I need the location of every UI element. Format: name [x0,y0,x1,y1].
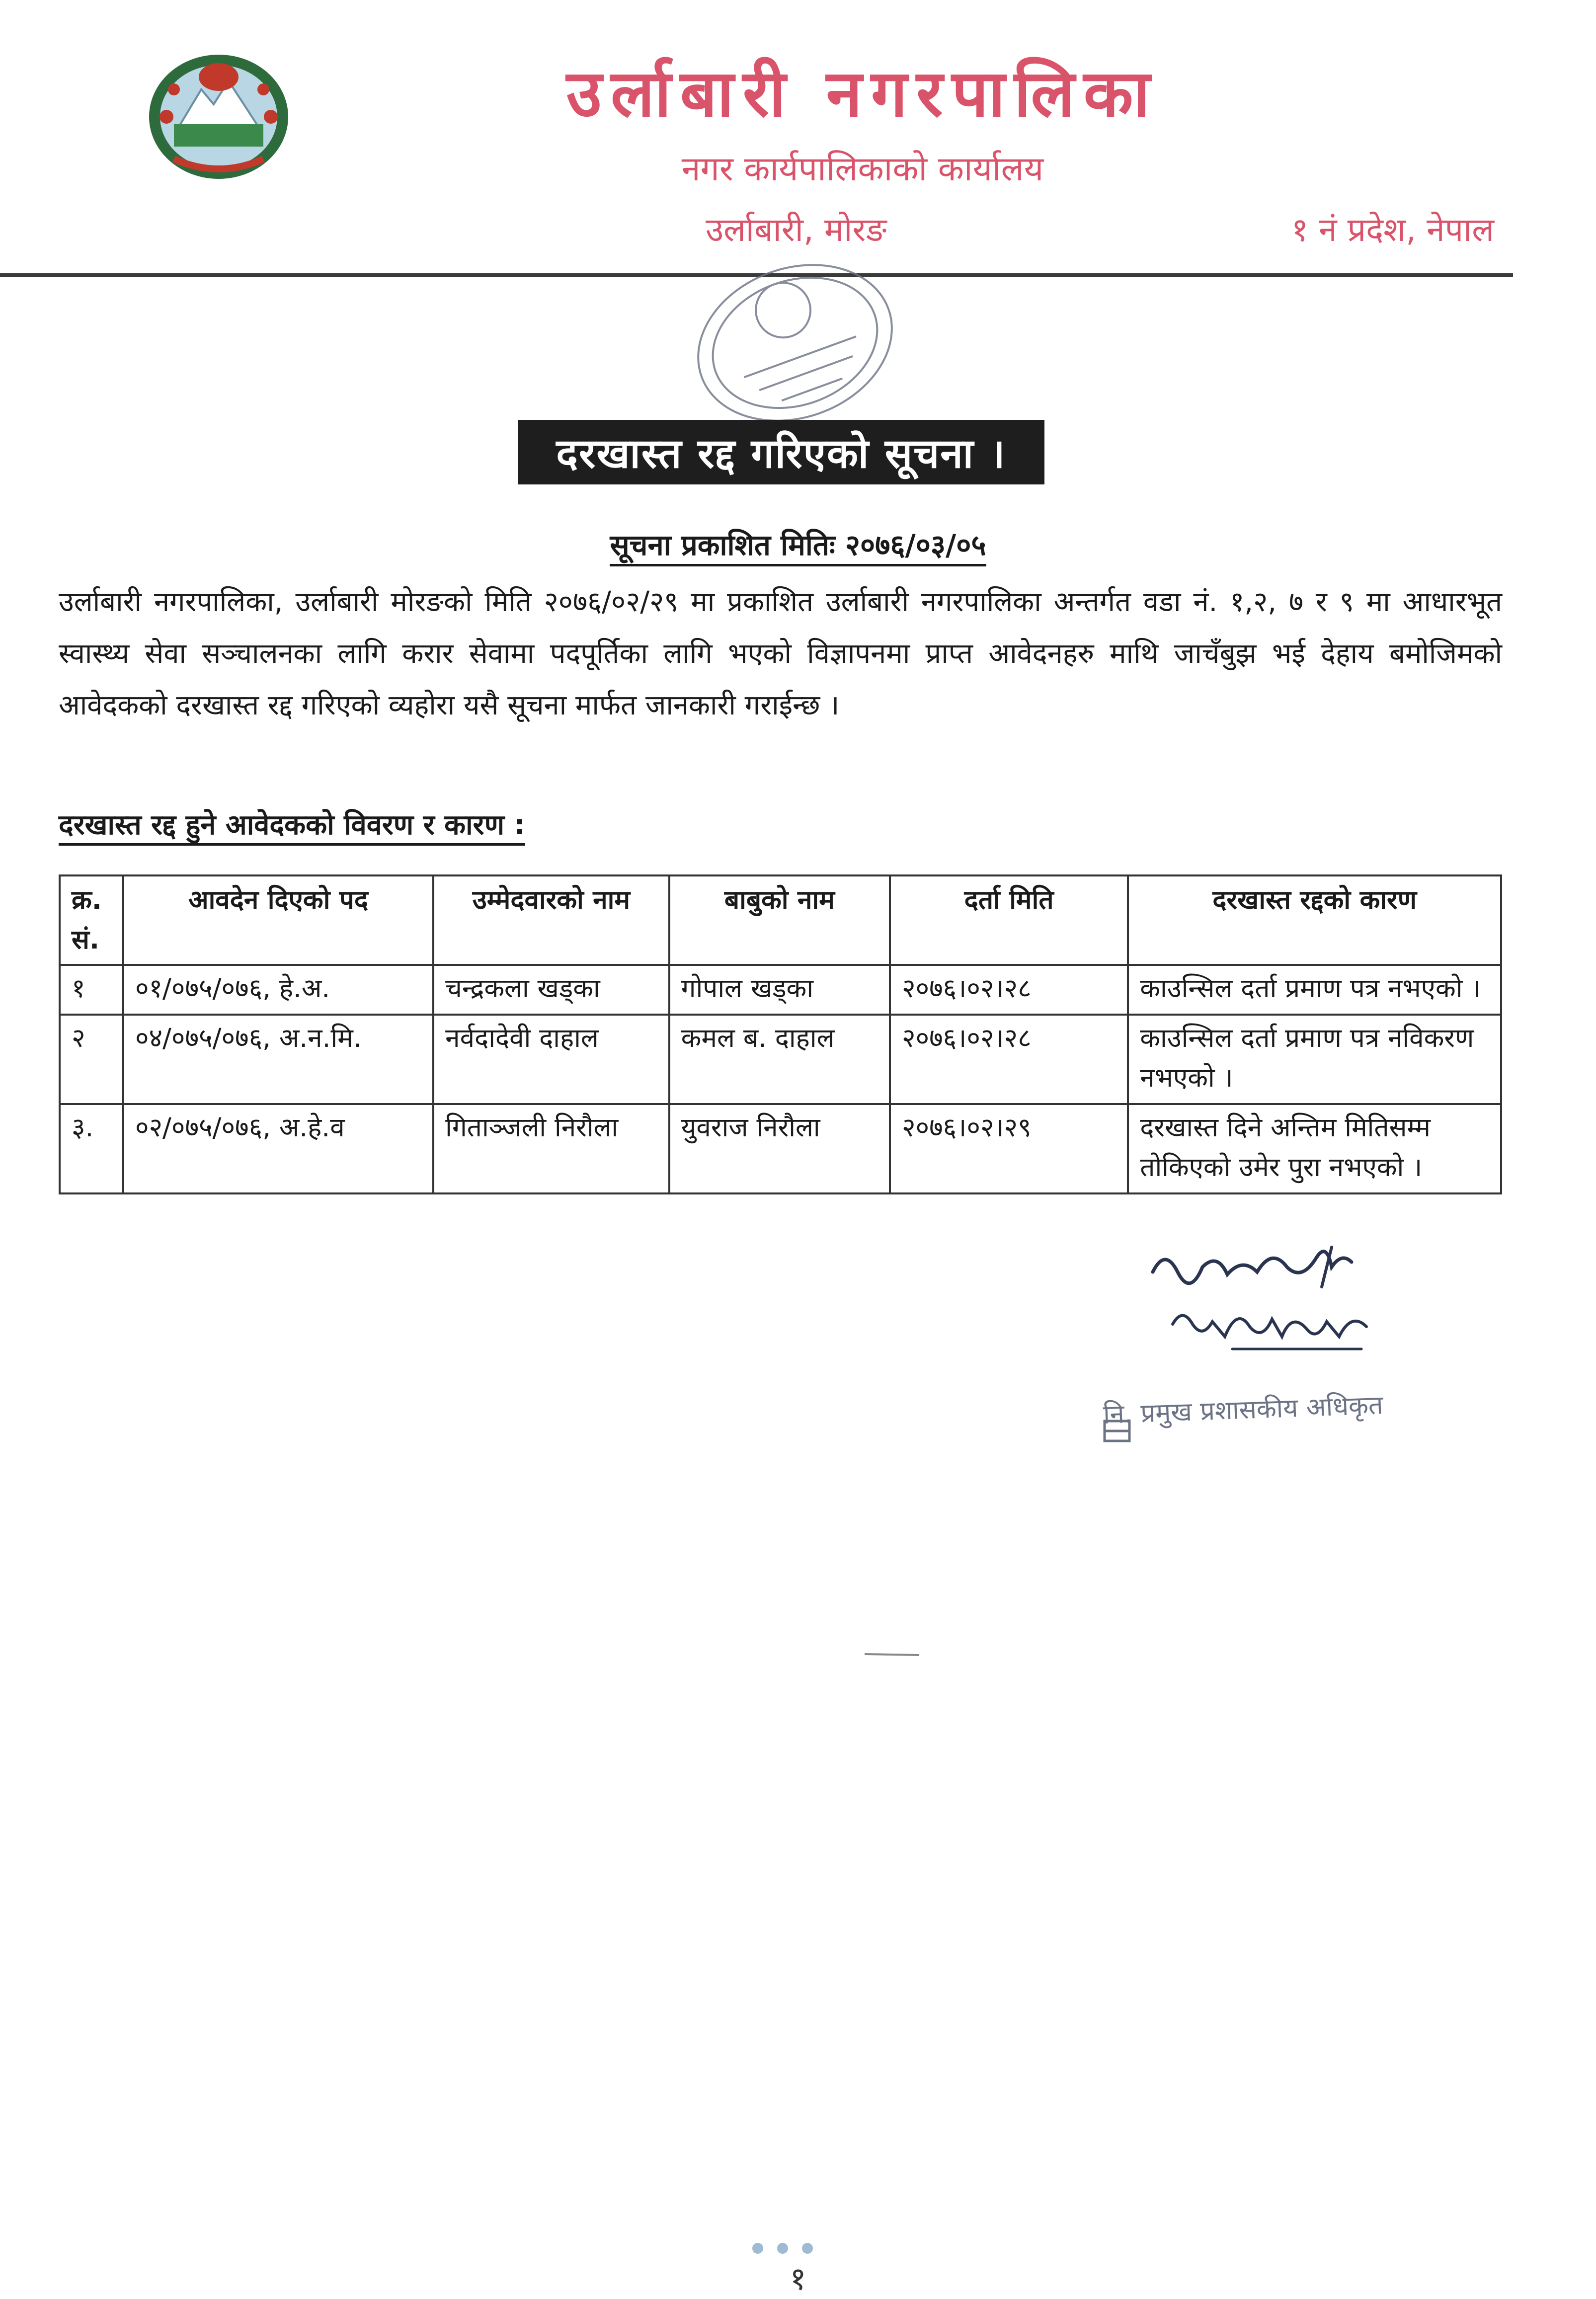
header-candidate-name: उम्मेदवारको नाम [433,875,669,965]
applied-post: ०२/०७५/०७६, अ.हे.व [123,1104,433,1193]
office-address: उर्लाबारी, मोरङ [706,211,887,249]
page-number: १ [790,2261,806,2298]
notice-title: दरखास्त रद्द गरिएको सूचना । [518,420,1044,484]
rejection-reason: दरखास्त दिने अन्तिम मितिसम्म तोकिएको उमेर पुरा नभएको । [1128,1104,1501,1193]
publish-date-text: सूचना प्रकाशित मितिः २०७६/०३/०५ [610,528,986,566]
table-row [60,1104,1501,1193]
table-header-row [60,875,1501,965]
handwritten-signature [1143,1237,1381,1366]
header-rejection-reason: दरखास्त रद्दको कारण [1128,875,1501,965]
rejection-reason: काउन्सिल दर्ता प्रमाण पत्र नविकरण नभएको । [1128,1015,1501,1104]
serial-number: १ [60,965,123,1015]
officer-title-stamp: नि. प्रमुख प्रशासकीय अधिकृत [1103,1390,1384,1430]
applied-post: ०४/०७५/०७६, अ.न.मि. [123,1015,433,1104]
office-name: नगर कार्यपालिकाको कार्यालय [681,150,1044,189]
scan-artifact [865,1650,919,1659]
header-father-name: बाबुको नाम [669,875,890,965]
registration-date: २०७६।०२।२८ [890,965,1128,1015]
serial-number: ३. [60,1104,123,1193]
table-row [60,1015,1501,1104]
notice-body: उर्लाबारी नगरपालिका, उर्लाबारी मोरङको मिति २०७६/०२/२९ मा प्रकाशित उर्लाबारी नगरपालिका अन्तर्गत वडा नं. १,२, ७ र ९ मा आधारभूत स्वास्थ्य सेवा सञ्चालनका लागि करार सेवामा पदपूर्तिका लागि भएको विज्ञापनमा प्राप्त आवेदनहरु माथि जाचँबुझ भई देहाय बमोजिमको आवेदकको दरखास्त रद्द गरिएको व्यहोरा यसै सूचना मार्फत जानकारी गराईन्छ । [59,586,1502,721]
father-name: कमल ब. दाहाल [669,1015,890,1104]
publish-date [0,524,1596,563]
registration-date: २०७६।०२।२८ [890,1015,1128,1104]
table-row [60,965,1501,1015]
rejection-list-heading-text: दरखास्त रद्द हुने आवेदकको विवरण र कारण : [59,809,525,846]
father-name: गोपाल खड्का [669,965,890,1015]
rejection-list-heading [59,805,525,843]
organization-name: उर्लाबारी नगरपालिका [566,56,1159,131]
header-applied-post: आवदेन दिएको पद [123,875,433,965]
father-name: युवराज निरौला [669,1104,890,1193]
serial-number: २ [60,1015,123,1104]
candidate-name: चन्द्रकला खड्का [433,965,669,1015]
candidate-name: गिताञ्जली निरौला [433,1104,669,1193]
header-serial-number: क्र. सं. [60,875,123,965]
registration-date: २०७६।०२।२९ [890,1104,1128,1193]
rejection-reason: काउन्सिल दर्ता प्रमाण पत्र नभएको । [1128,965,1501,1015]
header-registration-date: दर्ता मिति [890,875,1128,965]
applied-post: ०१/०७५/०७६, हे.अ. [123,965,433,1015]
rejected-applicants-table [59,874,1502,1194]
office-stamp-seal [676,248,914,437]
candidate-name: नर्वदादेवी दाहाल [433,1015,669,1104]
province-address: १ नं प्रदेश, नेपाल [1291,211,1494,249]
